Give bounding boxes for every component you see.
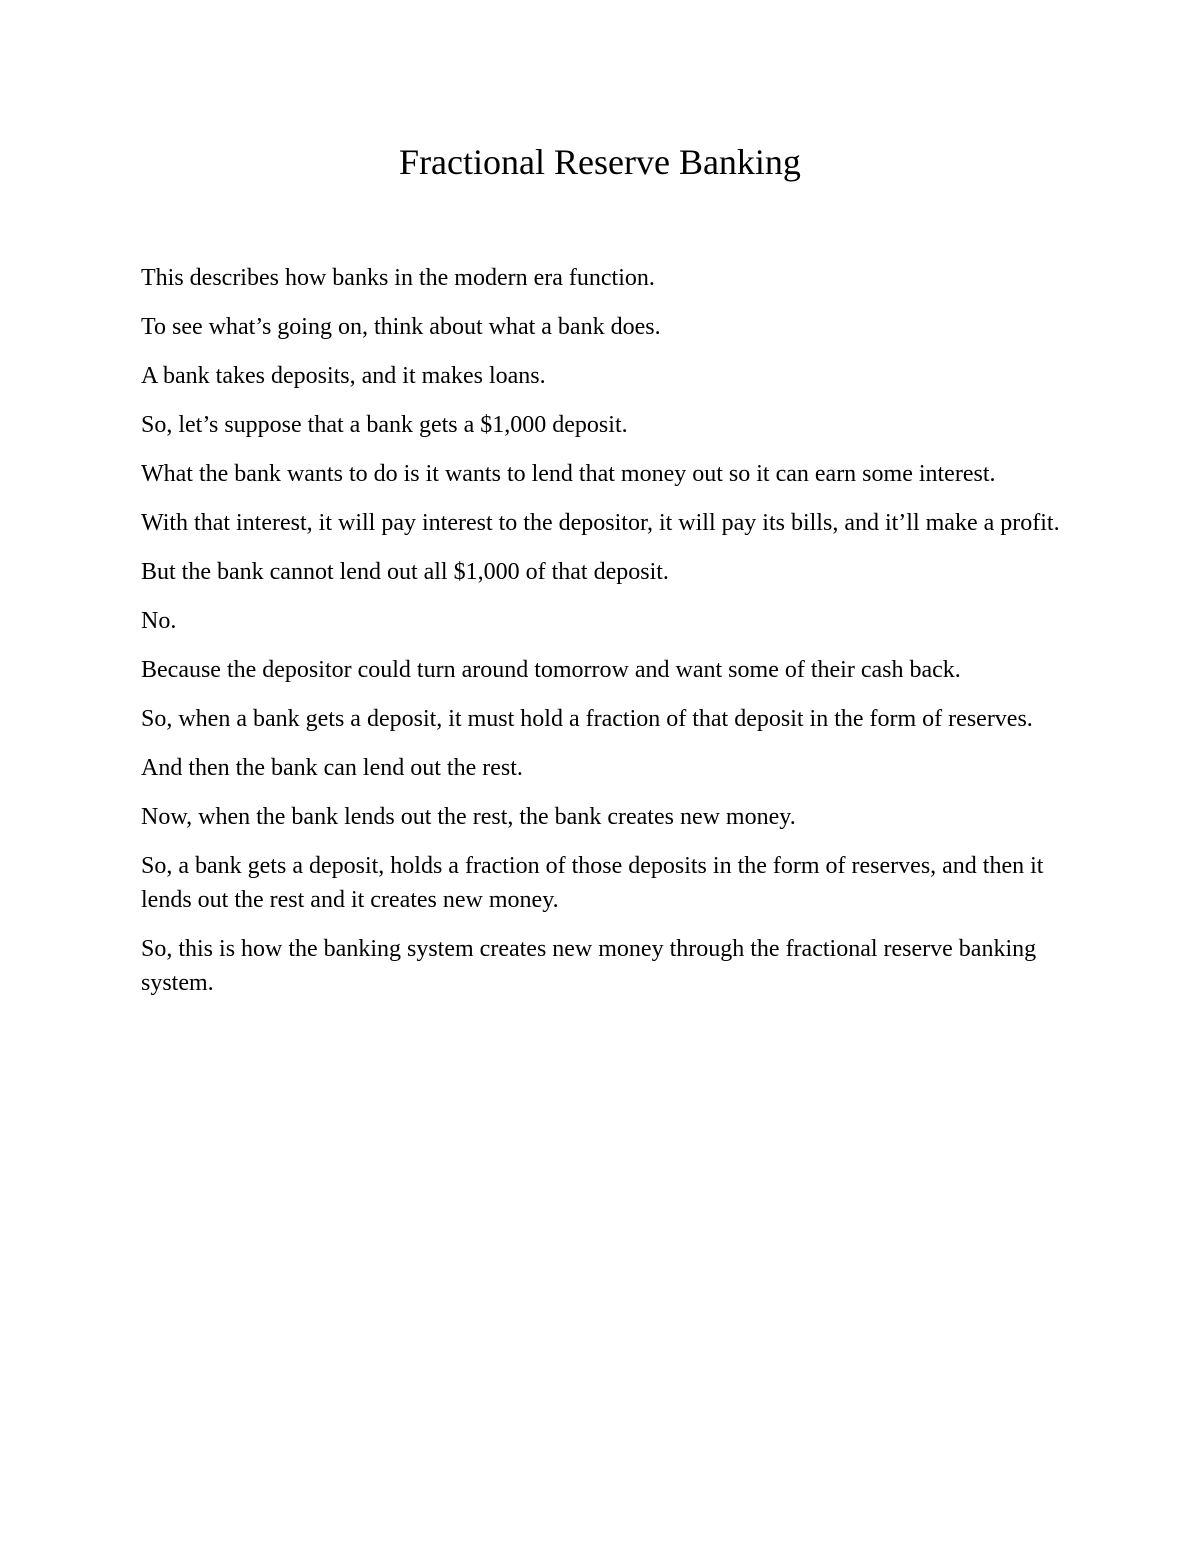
paragraph: What the bank wants to do is it wants to lend that money out so it can earn some interest.: [141, 461, 996, 487]
paragraph: Now, when the bank lends out the rest, the bank creates new money.: [141, 804, 796, 830]
paragraph: So, a bank gets a deposit, holds a fraction of those deposits in the form of reserves, and then it lends out the rest and it creates new money.: [141, 853, 1044, 913]
paragraph: A bank takes deposits, and it makes loans.: [141, 363, 546, 389]
paragraph: Because the depositor could turn around tomorrow and want some of their cash back.: [141, 657, 961, 683]
paragraph: To see what’s going on, think about what a bank does.: [141, 314, 661, 340]
paragraph: But the bank cannot lend out all $1,000 of that deposit.: [141, 559, 669, 585]
document-body: [141, 261, 1066, 1015]
paragraph: With that interest, it will pay interest to the depositor, it will pay its bills, and it’ll make a profit.: [141, 510, 1060, 536]
paragraph: So, let’s suppose that a bank gets a $1,000 deposit.: [141, 412, 628, 438]
document-title: Fractional Reserve Banking: [399, 142, 801, 182]
paragraph: And then the bank can lend out the rest.: [141, 755, 523, 781]
paragraph: This describes how banks in the modern era function.: [141, 265, 655, 291]
paragraph: So, when a bank gets a deposit, it must hold a fraction of that deposit in the form of reserves.: [141, 706, 1033, 732]
paragraph: No.: [141, 608, 177, 634]
paragraph: So, this is how the banking system creates new money through the fractional reserve banking system.: [141, 936, 1037, 996]
